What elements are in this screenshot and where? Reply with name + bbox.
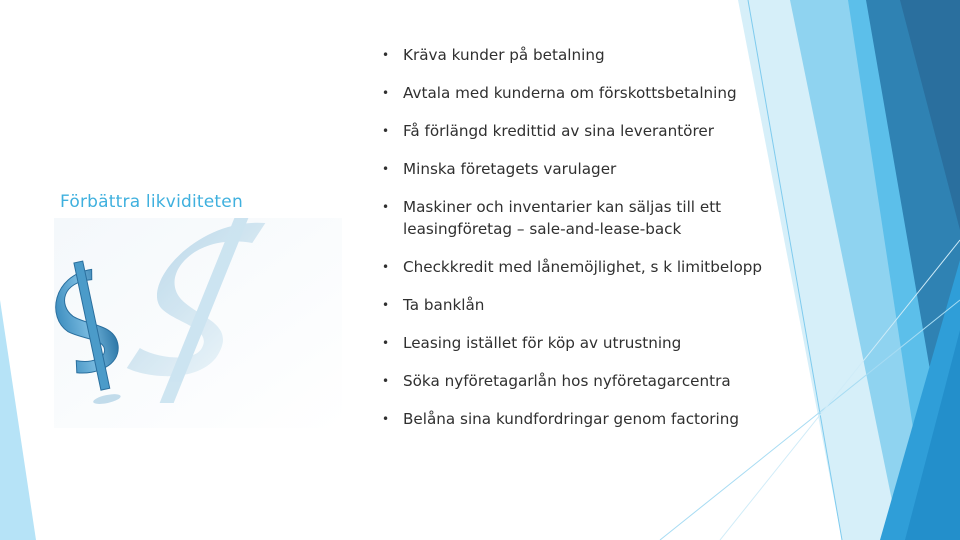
bullet-marker: • <box>382 124 390 138</box>
bullet-text: Checkkredit med lånemöjlighet, s k limitbelopp <box>403 258 763 276</box>
bullet-item <box>380 196 770 240</box>
bullet-item <box>380 256 770 278</box>
left-accent-triangle <box>0 300 36 540</box>
bullet-marker: • <box>382 48 390 62</box>
bullet-text: Minska företagets varulager <box>403 160 617 178</box>
dollar-sign-icon <box>54 218 342 428</box>
bullet-text: Belåna sina kundfordringar genom factoring <box>403 410 740 428</box>
bullet-item <box>380 370 770 392</box>
bullet-marker: • <box>382 412 390 426</box>
bullet-text: Kräva kunder på betalning <box>403 46 605 64</box>
bullet-marker: • <box>382 298 390 312</box>
bullet-marker: • <box>382 162 390 176</box>
bullet-text: Leasing istället för köp av utrustning <box>403 334 682 352</box>
bullet-item <box>380 120 770 142</box>
bullet-text: Maskiner och inventarier kan säljas till ett leasingföretag – sale-and-lease-back <box>403 198 722 238</box>
bullet-item <box>380 158 770 180</box>
bullet-item <box>380 44 770 66</box>
bullet-list <box>380 44 770 430</box>
bullet-item <box>380 82 770 104</box>
bullet-item <box>380 332 770 354</box>
bullet-marker: • <box>382 260 390 274</box>
bullet-marker: • <box>382 200 390 214</box>
bullet-item <box>380 408 770 430</box>
bullet-text: Få förlängd kredittid av sina leverantörer <box>403 122 714 140</box>
slide-title: Förbättra likviditeten <box>60 192 243 212</box>
bullet-text: Söka nyföretagarlån hos nyföretagarcentra <box>403 372 731 390</box>
bullet-marker: • <box>382 86 390 100</box>
bullet-item <box>380 294 770 316</box>
bullet-marker: • <box>382 336 390 350</box>
bullet-text: Avtala med kunderna om förskottsbetalning <box>403 84 737 102</box>
bullet-text: Ta banklån <box>403 296 485 314</box>
bullet-marker: • <box>382 374 390 388</box>
dollar-picture <box>54 218 342 428</box>
